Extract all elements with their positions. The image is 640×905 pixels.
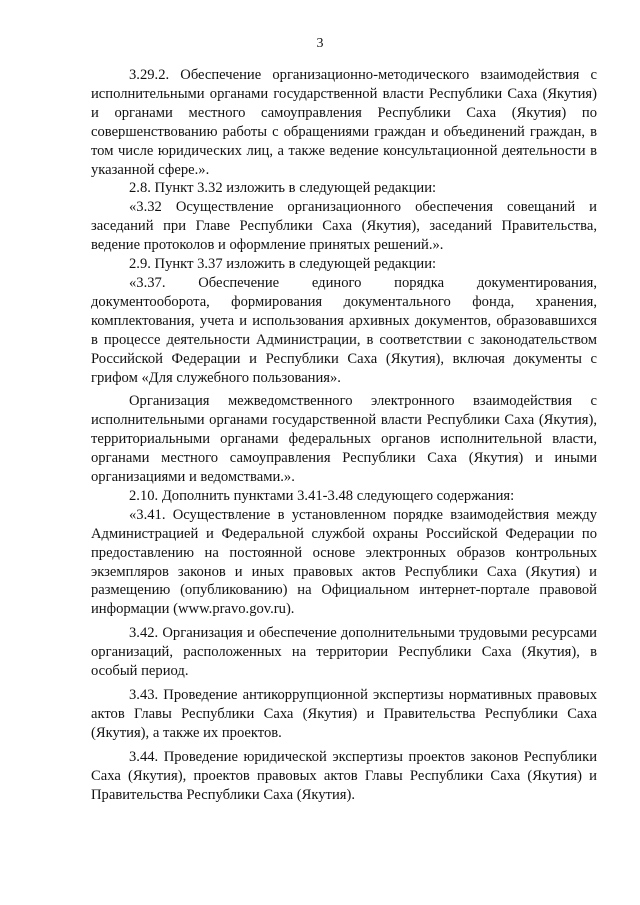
paragraph-2-10: 2.10. Дополнить пунктами 3.41-3.48 следующего содержания:	[129, 487, 515, 504]
paragraph-3-29-2: 3.29.2. Обеспечение организационно-методического взаимодействия с исполнительными органами государственной власти Республики Саха (Якутия) и органами местного самоуправления Республики Саха (Якутия) по совершенствованию работы с обращениями граждан и объединений граждан, в том числе юридических лиц, а также ведение консультационной деятельности в указанной сфере.».	[91, 67, 597, 178]
paragraph-2-8: 2.8. Пункт 3.32 изложить в следующей редакции:	[129, 180, 437, 197]
document-body	[91, 66, 597, 804]
paragraph-3-41: «3.41. Осуществление в установленном порядке взаимодействия между Администрацией и Федеральной службой охраны Российской Федерации по предоставлению на постоянной основе электронных образов контрольных экземпляров законов и иных правовых актов Республики Саха (Якутия) и размещению (опубликованию) на Официальном интернет-портале правовой информации (www.pravo.gov.ru).	[91, 506, 597, 618]
paragraph-3-32: «3.32 Осуществление организационного обеспечения совещаний и заседаний при Главе Республики Саха (Якутия), заседаний Правительства, ведение протоколов и оформление принятых решений.».	[91, 199, 597, 254]
paragraph-interagency: Организация межведомственного электронного взаимодействия с исполнительными органами государственной власти Республики Саха (Якутия), территориальными органами федеральных органов исполнительной власти, органами местного самоуправления Республики Саха (Якутия) и иными организациями и ведомствами.».	[91, 393, 597, 486]
paragraph-3-42: 3.42. Организация и обеспечение дополнительными трудовыми ресурсами организаций, расположенных на территории Республики Саха (Якутия), в особый период.	[91, 625, 597, 680]
paragraph-3-44: 3.44. Проведение юридической экспертизы проектов законов Республики Саха (Якутия), проектов правовых актов Главы Республики Саха (Якутия) и Правительства Республики Саха (Якутия).	[91, 748, 597, 803]
paragraph-2-9: 2.9. Пункт 3.37 изложить в следующей редакции:	[129, 256, 437, 273]
page-number: 3	[316, 36, 324, 51]
paragraph-3-37: «3.37. Обеспечение единого порядка документирования, документооборота, формирования документального фонда, хранения, комплектования, учета и использования архивных документов, образовавшихся в процессе деятельности Администрации, в соответствии с законодательством Российской Федерации и Республики Саха (Якутия), включая документы с грифом «Для служебного пользования».	[91, 274, 597, 386]
paragraph-3-43: 3.43. Проведение антикоррупционной экспертизы нормативных правовых актов Главы Республики Саха (Якутия) и Правительства Республики Саха (Якутия), а также их проектов.	[91, 687, 597, 741]
